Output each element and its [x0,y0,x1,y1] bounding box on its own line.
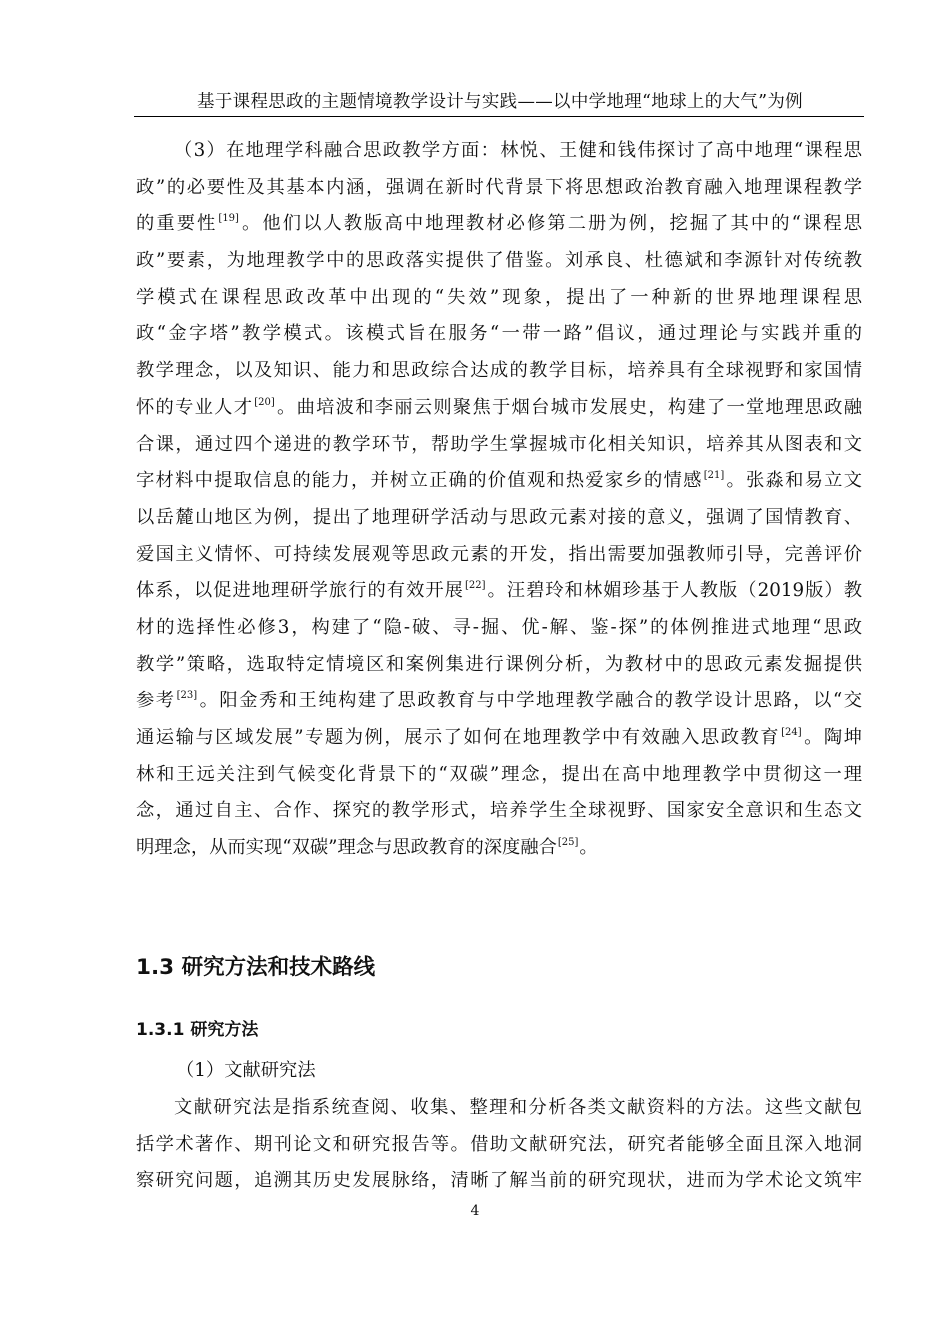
text-line: 察研究问题，追溯其历史发展脉络，清晰了解当前的研究现状，进而为学术论文筑牢 [136,1170,862,1192]
section-heading: 1.3 研究方法和技术路线 [136,955,376,980]
text-span: 。张淼和易立文 [725,470,863,492]
citation-ref[interactable]: [19] [218,213,239,225]
paragraph-literature-review [136,133,862,867]
text-line: 学模式在课程思政改革中出现的“失效”现象，提出了一种新的世界地理课程思 [136,286,862,308]
text-line: 括学术著作、期刊论文和研究报告等。借助文献研究法，研究者能够全面且深入地洞 [136,1133,862,1155]
citation-ref[interactable]: [24] [781,727,802,738]
text-span: 明理念，从而实现“双碳”理念与思政教育的深度融合 [136,837,557,859]
header-rule [134,116,864,117]
text-line: 教学”策略，选取特定情境区和案例集进行课例分析，为教材中的思政元素发掘提供 [136,653,862,675]
text-span: 怀的专业人才 [136,396,254,418]
text-span: 的重要性 [136,213,218,235]
text-line [136,573,862,610]
running-header: 基于课程思政的主题情境教学设计与实践——以中学地理“地球上的大气”为例 [197,92,803,112]
text-span: 。汪碧玲和林媚珍基于人教版（2019版）教 [486,580,862,602]
text-line: 政”的必要性及其基本内涵，强调在新时代背景下将思想政治教育融入地理课程教学 [136,176,862,198]
text-span: 字材料中提取信息的能力，并树立正确的价值观和热爱家乡的情感 [136,470,703,492]
text-span: 。他们以人教版高中地理教材必修第二册为例，挖掘了其中的“课程思 [239,213,862,235]
paragraph-method [136,1090,862,1200]
text-line: 政“金字塔”教学模式。该模式旨在服务“一带一路”倡议，通过理论与实践并重的 [136,323,862,345]
text-line: 材的选择性必修3，构建了“隐-破、寻-掘、优-解、鉴-探”的体例推进式地理“思政 [136,616,862,638]
citation-ref[interactable]: [25] [557,837,579,849]
text-line [136,206,862,243]
text-span: 参考 [136,690,176,712]
text-span: 。曲培波和李丽云则聚焦于烟台城市发展史，构建了一堂地理思政融 [275,396,863,418]
citation-ref[interactable]: [23] [176,690,198,702]
text-span: 。陶坤 [802,727,862,748]
text-span: 。 [579,837,598,859]
text-line: 合课，通过四个递进的教学环节，帮助学生掌握城市化相关知识，培养其从图表和文 [136,433,862,455]
text-line: 以岳麓山地区为例，提出了地理研学活动与思政元素对接的意义，强调了国情教育、 [136,506,862,528]
text-span: 。阳金秀和王纯构建了思政教育与中学地理教学融合的教学设计思路，以“交 [198,690,862,712]
citation-ref[interactable]: [22] [464,580,486,592]
text-line: 教学理念，以及知识、能力和思政综合达成的教学目标，培养具有全球视野和家国情 [136,360,862,382]
text-line: 爱国主义情怀、可持续发展观等思政元素的开发，指出需要加强教师引导，完善评价 [136,543,862,565]
citation-ref[interactable]: [20] [254,396,275,408]
text-line: （3）在地理学科融合思政教学方面：林悦、王健和钱伟探讨了高中地理“课程思 [174,140,862,161]
text-line [136,720,862,757]
text-line: 林和王远关注到气候变化背景下的“双碳”理念，提出在高中地理教学中贯彻这一理 [136,763,862,785]
text-line [136,463,862,500]
text-span: 通运输与区域发展”专题为例，展示了如何在地理教学中有效融入思政教育 [136,727,781,748]
text-line: 政”要素，为地理教学中的思政落实提供了借鉴。刘承良、杜德斌和李源针对传统教 [136,250,862,272]
method-item-heading: （1）文献研究法 [176,1060,316,1081]
text-span: 体系，以促进地理研学旅行的有效开展 [136,580,464,602]
text-line [136,830,862,867]
text-line [136,390,862,427]
text-line: 文献研究法是指系统查阅、收集、整理和分析各类文献资料的方法。这些文献包 [174,1097,862,1118]
text-line [136,683,862,720]
subsection-heading: 1.3.1 研究方法 [136,1020,259,1040]
citation-ref[interactable]: [21] [703,470,725,482]
text-line: 念，通过自主、合作、探究的教学形式，培养学生全球视野、国家安全意识和生态文 [136,800,862,822]
page-number: 4 [470,1203,480,1219]
